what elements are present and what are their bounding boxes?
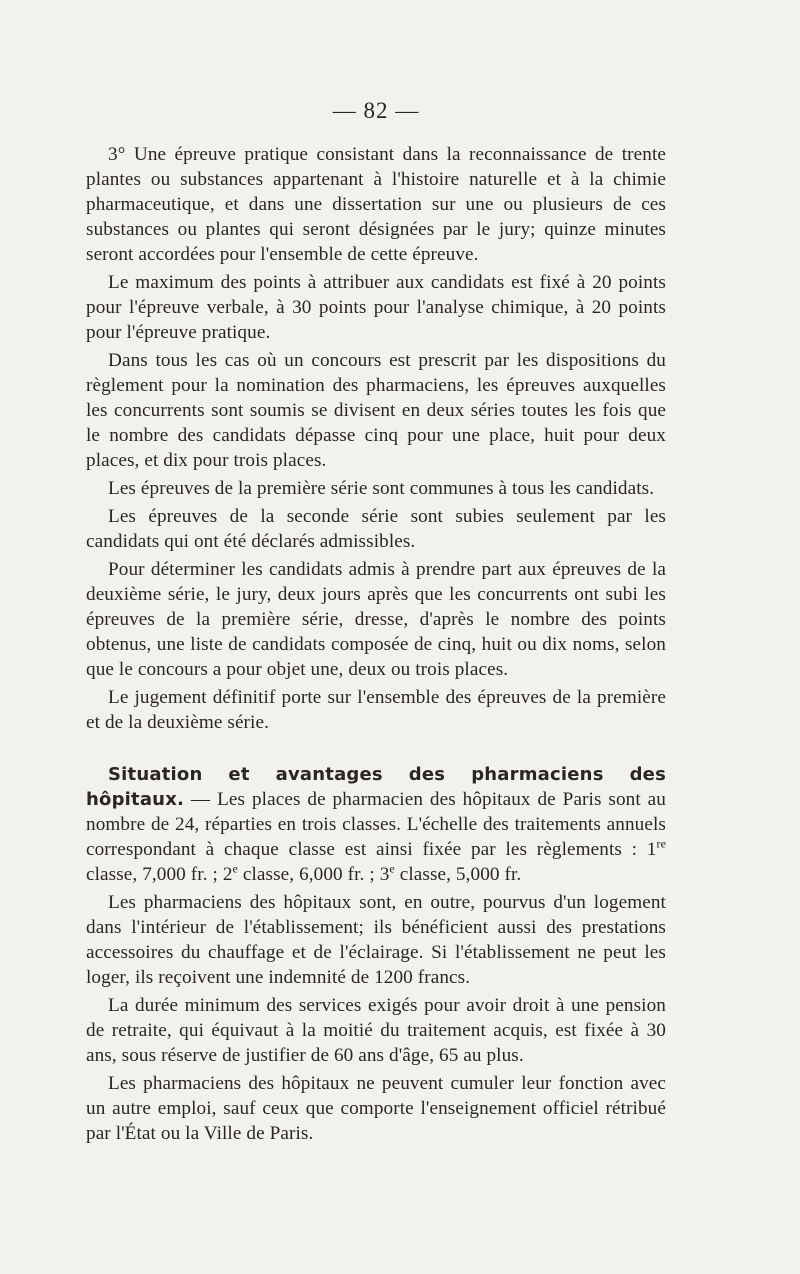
paragraph-epreuve-pratique: 3° Une épreuve pratique consistant dans la reconnaissance de trente plantes ou substances appartenant à l'histoire naturelle et à la chimie pharmaceutique, et dans une dissertation sur une ou plusieurs de ces substances ou plantes qui seront désignées par le jury; quinze minutes seront accordées pour l'ensemble de cette épreuve. bbox=[86, 144, 666, 265]
class3-number: 3 bbox=[379, 864, 390, 885]
paragraph-seconde-serie: Les épreuves de la seconde série sont subies seulement par les candidats qui ont été déclarés admissibles. bbox=[86, 506, 666, 552]
paragraph-maximum-points: Le maximum des points à attribuer aux candidats est fixé à 20 points pour l'épreuve verbale, à 30 points pour l'analyse chimique, à 20 points pour l'épreuve pratique. bbox=[86, 272, 666, 343]
paragraph-retraite: La durée minimum des services exigés pour avoir droit à une pension de retraite, qui équivaut à la moitié du traitement acquis, est fixée à 30 ans, sous réserve de justifier de 60 ans d'âge, 65 au plus. bbox=[86, 995, 666, 1066]
class1-suffix: re bbox=[656, 836, 666, 851]
class2-number: 2 bbox=[222, 864, 233, 885]
paragraph-determination-candidats: Pour déterminer les candidats admis à prendre part aux épreuves de la deuxième série, le jury, deux jours après que les concurrents ont subi les épreuves de la première série, dresse, d'après le nombre des points obtenus, une liste de candidats composée de cinq, huit ou dix noms, selon que le concours a pour objet une, deux ou trois places. bbox=[86, 559, 666, 680]
class2-salary: classe, 6,000 fr. ; bbox=[237, 864, 380, 885]
section-intro-paragraph bbox=[86, 762, 666, 887]
class1-number: 1 bbox=[646, 839, 657, 860]
section-heading: Situation et avantages des pharmaciens des hôpitaux. bbox=[86, 764, 666, 810]
section-intro-text: — Les places de pharmacien des hôpitaux de Paris sont au nombre de 24, réparties en trois classes. L'échelle des traitements annuels correspondant à chaque classe est ainsi fixée par les règlements : bbox=[86, 789, 666, 860]
paragraph-cumul: Les pharmaciens des hôpitaux ne peuvent cumuler leur fonction avec un autre emploi, sauf ceux que comporte l'enseignement officiel rétribué par l'État ou la Ville de Paris. bbox=[86, 1073, 666, 1144]
paragraph-concours-series: Dans tous les cas où un concours est prescrit par les dispositions du règlement pour la nomination des pharmaciens, les épreuves auxquelles les concurrents sont soumis se divisent en deux séries toutes les fois que le nombre des candidats dépasse cinq pour une place, huit pour deux places, et dix pour trois places. bbox=[86, 350, 666, 471]
class3-suffix: e bbox=[389, 861, 395, 876]
class3-salary: classe, 5,000 fr. bbox=[394, 864, 522, 885]
class1-salary: classe, 7,000 fr. ; bbox=[86, 864, 223, 885]
section-situation-avantages bbox=[86, 762, 666, 1146]
page-number: — 82 — bbox=[332, 98, 420, 123]
class2-suffix: e bbox=[232, 861, 238, 876]
paragraph-jugement-definitif: Le jugement définitif porte sur l'ensemble des épreuves de la première et de la deuxième série. bbox=[86, 687, 666, 733]
document-page bbox=[86, 98, 666, 1149]
paragraph-premiere-serie: Les épreuves de la première série sont communes à tous les candidats. bbox=[108, 478, 655, 499]
paragraph-logement: Les pharmaciens des hôpitaux sont, en outre, pourvus d'un logement dans l'intérieur de l'établissement; ils bénéficient aussi des prestations accessoires du chauffage et de l'éclairage. Si l'établissement ne peut les loger, ils reçoivent une indemnité de 1200 francs. bbox=[86, 892, 666, 988]
